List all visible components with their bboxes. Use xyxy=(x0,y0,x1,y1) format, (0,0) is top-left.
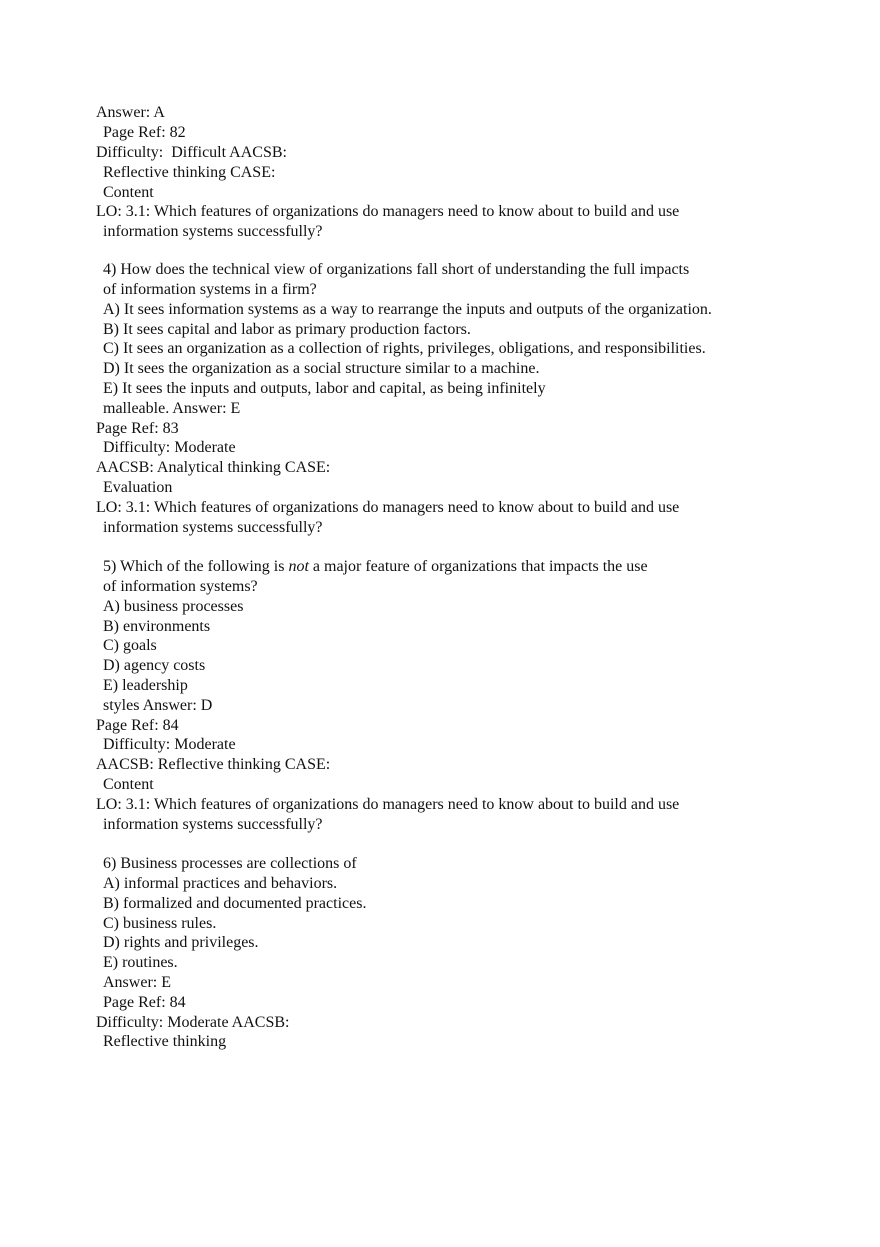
question-5-emphasis: not xyxy=(288,558,309,575)
question-6-option-c: C) business rules. xyxy=(103,915,217,932)
question-6-option-d: D) rights and privileges. xyxy=(103,934,259,951)
question-4-text: 4) How does the technical view of organizations fall short of understanding the full impacts xyxy=(103,261,690,278)
page-ref-line: Page Ref: 84 xyxy=(103,994,186,1011)
aacsb-line: Reflective thinking xyxy=(103,1033,227,1050)
case-line: Evaluation xyxy=(103,479,173,496)
case-line: Content xyxy=(103,184,154,201)
question-6-text: 6) Business processes are collections of xyxy=(103,855,357,872)
case-line: Content xyxy=(103,776,154,793)
question-4-option-d: D) It sees the organization as a social structure similar to a machine. xyxy=(103,360,540,377)
question-5-text-end: a major feature of organizations that impacts the use xyxy=(308,558,648,575)
lo-line-continued: information systems successfully? xyxy=(103,223,323,240)
question-5-text xyxy=(103,557,648,577)
page-ref-line: Page Ref: 83 xyxy=(96,420,179,437)
question-5-option-c: C) goals xyxy=(103,637,157,654)
question-5-option-a: A) business processes xyxy=(103,598,244,615)
aacsb-line: AACSB: Analytical thinking CASE: xyxy=(96,459,331,476)
question-4-answer: malleable. Answer: E xyxy=(103,400,241,417)
page-ref-line: Page Ref: 84 xyxy=(96,717,179,734)
difficulty-line: Difficulty: Moderate AACSB: xyxy=(96,1014,290,1031)
difficulty-line: Difficulty: Difficult AACSB: xyxy=(96,144,287,161)
question-4-option-a: A) It sees information systems as a way to rearrange the inputs and outputs of the organization. xyxy=(103,301,712,318)
question-5-option-b: B) environments xyxy=(103,618,211,635)
aacsb-line: AACSB: Reflective thinking CASE: xyxy=(96,756,331,773)
question-5-text-start: 5) Which of the following is xyxy=(103,558,289,575)
question-6-answer: Answer: E xyxy=(103,974,171,991)
question-4-option-e: E) It sees the inputs and outputs, labor and capital, as being infinitely xyxy=(103,380,546,397)
answer-line: Answer: A xyxy=(96,104,165,121)
question-4-text-continued: of information systems in a firm? xyxy=(103,281,317,298)
question-6-option-e: E) routines. xyxy=(103,954,178,971)
lo-line-continued: information systems successfully? xyxy=(103,519,323,536)
question-5-answer: styles Answer: D xyxy=(103,697,213,714)
question-5-option-d: D) agency costs xyxy=(103,657,206,674)
question-4-option-c: C) It sees an organization as a collection of rights, privileges, obligations, and responsibilities. xyxy=(103,340,706,357)
difficulty-line: Difficulty: Moderate xyxy=(103,439,236,456)
question-6-option-b: B) formalized and documented practices. xyxy=(103,895,367,912)
lo-line: LO: 3.1: Which features of organizations do managers need to know about to build and use xyxy=(96,499,680,516)
lo-line-continued: information systems successfully? xyxy=(103,816,323,833)
question-5-text-continued: of information systems? xyxy=(103,578,258,595)
lo-line: LO: 3.1: Which features of organizations do managers need to know about to build and use xyxy=(96,203,680,220)
question-4-option-b: B) It sees capital and labor as primary production factors. xyxy=(103,321,471,338)
aacsb-line: Reflective thinking CASE: xyxy=(103,164,276,181)
lo-line: LO: 3.1: Which features of organizations do managers need to know about to build and use xyxy=(96,796,680,813)
question-6-option-a: A) informal practices and behaviors. xyxy=(103,875,338,892)
page-ref-line: Page Ref: 82 xyxy=(103,124,186,141)
difficulty-line: Difficulty: Moderate xyxy=(103,736,236,753)
question-5-option-e: E) leadership xyxy=(103,677,188,694)
